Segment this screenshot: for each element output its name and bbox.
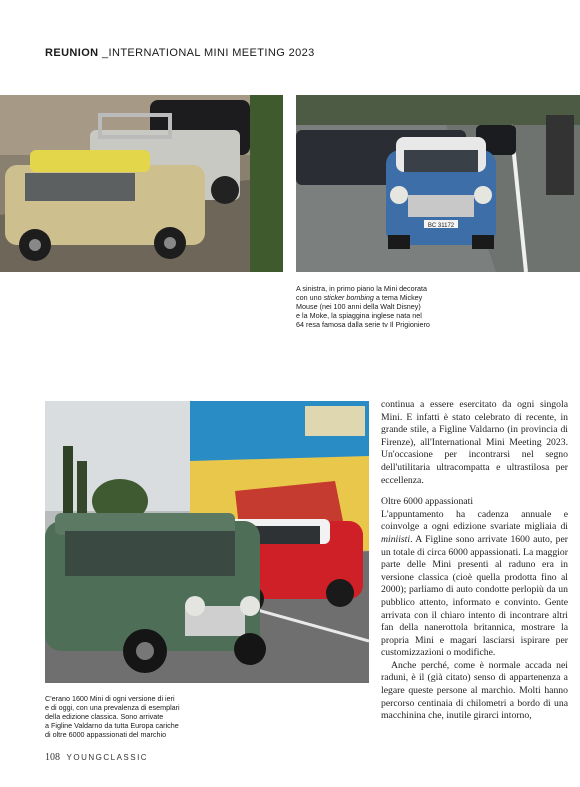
page-number: 108 bbox=[45, 752, 60, 763]
caption-line: a Figline Valdarno da tutta Europa cariche bbox=[45, 721, 179, 730]
header-title: _INTERNATIONAL MINI MEETING 2023 bbox=[102, 47, 315, 59]
article-paragraph: Anche perché, come è normale accada nei raduni, è il (già citato) senso di appartenenza a legare queste persone al marchio. Molti hanno percorso centinaia di chilometri a bordo di una macchinina che, inutile girarci intorno, bbox=[381, 659, 568, 722]
page-header bbox=[45, 47, 315, 59]
license-plate: BC 31172 bbox=[427, 223, 455, 229]
caption-line bbox=[296, 293, 496, 302]
caption-fragment: a tema Mickey bbox=[373, 293, 423, 302]
caption-line: e di oggi, con una prevalenza di esemplari bbox=[45, 703, 180, 712]
caption-line: e la Moke, la spiaggina inglese nata nel bbox=[296, 311, 422, 320]
photo-green-and-red-mini bbox=[45, 401, 369, 683]
photo-sticker-mini-and-moke bbox=[0, 95, 283, 272]
paragraph-fragment: L'appuntamento ha cadenza annuale e coinvolge a ogni edizione svariate migliaia di bbox=[381, 508, 568, 533]
paragraph-fragment: . A Figline sono arrivate 1600 auto, per un totale di circa 6000 appassionati. La maggior parte delle Mini presenti al raduno era in versione classica (cioè quella prodotta fino al 2000); parliamo di auto condotte perlopiù da un pubblico attento, informato e convinto. Gente arrivata con il chiaro intento di incontrare altri fan della nanerottola britannica, mostrare la propria Mini e magari lasciarsi ispirare per customizzazioni o modifiche. bbox=[381, 533, 568, 659]
caption-line: di oltre 6000 appassionati del marchio bbox=[45, 730, 167, 739]
caption-top-right bbox=[296, 284, 496, 329]
caption-fragment: con uno bbox=[296, 293, 324, 302]
caption-line: 64 resa famosa dalla serie tv Il Prigioniero bbox=[296, 320, 430, 329]
caption-line: Mouse (nei 100 anni della Walt Disney) bbox=[296, 302, 421, 311]
article-subhead: Oltre 6000 appassionati bbox=[381, 496, 474, 508]
magazine-brand: YOUNGCLASSIC bbox=[66, 753, 149, 762]
caption-line: A sinistra, in primo piano la Mini decorata bbox=[296, 284, 428, 293]
caption-italic: sticker bombing bbox=[323, 293, 374, 302]
caption-line: C'erano 1600 Mini di ogni versione di ieri bbox=[45, 694, 175, 703]
article-paragraph: continua a essere esercitato da ogni singola Mini. E infatti è stato celebrato di recente, in grande stile, a Figline Valdarno (in provincia di Firenze), all'International Mini Meeting 2023. Un'occasione per incontrarsi nel segno dell'utilitaria ultracompatta e ultrastilosa per eccellenza. bbox=[381, 399, 568, 486]
paragraph-italic: miniisti bbox=[381, 533, 411, 545]
caption-bottom-left bbox=[45, 694, 285, 739]
caption-line: della edizione classica. Sono arrivate bbox=[45, 712, 164, 721]
article-column bbox=[381, 399, 568, 723]
photo-blue-mini-road bbox=[296, 95, 580, 272]
article-paragraph bbox=[381, 509, 568, 660]
section-label: REUNION bbox=[45, 47, 99, 59]
page-footer bbox=[45, 752, 148, 763]
